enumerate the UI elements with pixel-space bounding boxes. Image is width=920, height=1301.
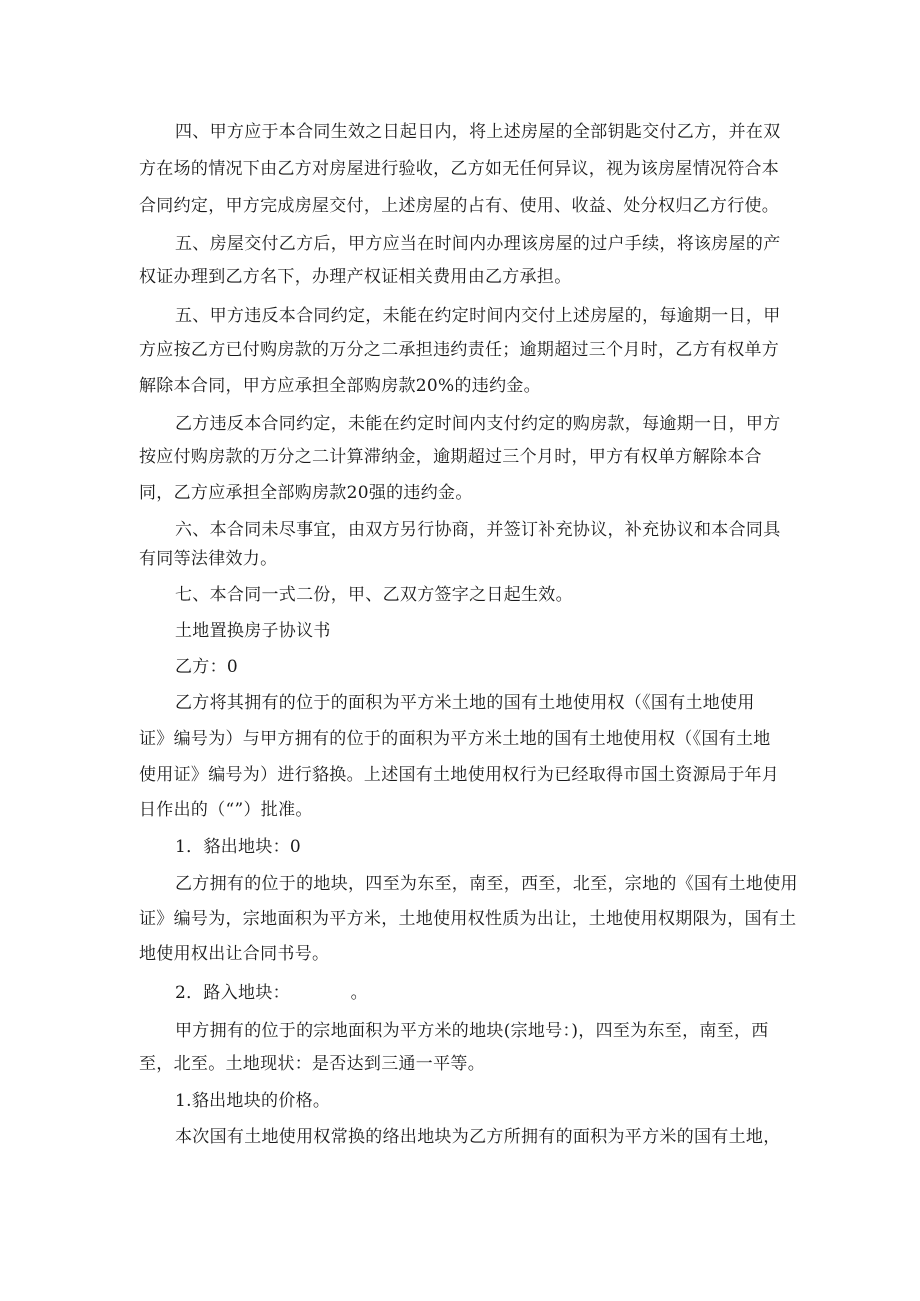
text-line: 乙方违反本合同约定，未能在约定时间内支付约定的购房款，每逾期一日，甲方	[175, 414, 781, 434]
text-line: 乙方拥有的位于的地块，四至为东至，南至，西至，北至，宗地的《国有土地使用	[175, 874, 798, 894]
text-line: 同，乙方应承担全部购房款20强的违约金。	[139, 483, 473, 503]
text-line: 证》编号为，宗地面积为平方米，土地使用权性质为出让，土地使用权期限为，国有土	[139, 909, 797, 929]
text-line: 合同约定，甲方完成房屋交付，上述房屋的占有、使用、收益、处分权归乙方行使。	[139, 196, 780, 216]
text-line: 1．貉出地块：0	[175, 837, 302, 857]
text-line: 权证办理到乙方名下，办理产权证相关费用由乙方承担。	[139, 267, 572, 287]
text-line: 地使用权出让合同书号。	[139, 944, 330, 964]
text-line: 1.貉出地块的价格。	[175, 1091, 331, 1111]
text-line: 解除本合同，甲方应承担全部购房款20%的违约金。	[139, 376, 541, 396]
text-line: 有同等法律效力。	[139, 549, 278, 569]
text-line: 乙方将其拥有的位于的面积为平方米土地的国有土地使用权（《国有土地使用	[175, 693, 755, 713]
text-line: 使用证》编号为）进行貉换。上述国有土地使用权行为已经取得市国土资源局于年月	[139, 765, 780, 785]
text-line: 方应按乙方已付购房款的万分之二承担违约责任；逾期超过三个月时，乙方有权单方	[139, 340, 780, 360]
text-line: 四、甲方应于本合同生效之日起日内，将上述房屋的全部钥匙交付乙方，并在双	[175, 122, 781, 142]
text-line: 至，北至。土地现状：是否达到三通一平等。	[139, 1054, 485, 1074]
text-line: 乙方：0	[175, 657, 239, 677]
text-line: 2．路入地块： 。	[175, 983, 368, 1003]
text-line: 日作出的（“”）批准。	[139, 800, 313, 820]
text-line: 本次国有土地使用权常换的络出地块为乙方所拥有的面积为平方米的国有土地，	[175, 1127, 781, 1147]
text-line: 甲方拥有的位于的宗地面积为平方米的地块(宗地号：)，四至为东至，南至，西	[175, 1021, 769, 1041]
text-line: 七、本合同一式二份，甲、乙双方签字之日起生效。	[175, 585, 573, 605]
text-line: 五、房屋交付乙方后，甲方应当在时间内办理该房屋的过户手续，将该房屋的产	[175, 234, 781, 254]
text-line: 六、本合同未尽事宜，由双方另行协商，并签订补充协议，补充协议和本合同具	[175, 520, 781, 540]
text-line: 证》编号为）与甲方拥有的位于的面积为平方米土地的国有土地使用权（《国有土地	[139, 729, 771, 749]
section-title: 土地置换房子协议书	[175, 621, 331, 641]
text-line: 五、甲方违反本合同约定，未能在约定时间内交付上述房屋的，每逾期一日，甲	[175, 306, 781, 326]
text-line: 方在场的情况下由乙方对房屋进行验收，乙方如无任何异议，视为该房屋情况符合本	[139, 159, 780, 179]
text-line: 按应付购房款的万分之二计算滞纳金，逾期超过三个月时，甲方有权单方解除本合	[139, 447, 762, 467]
